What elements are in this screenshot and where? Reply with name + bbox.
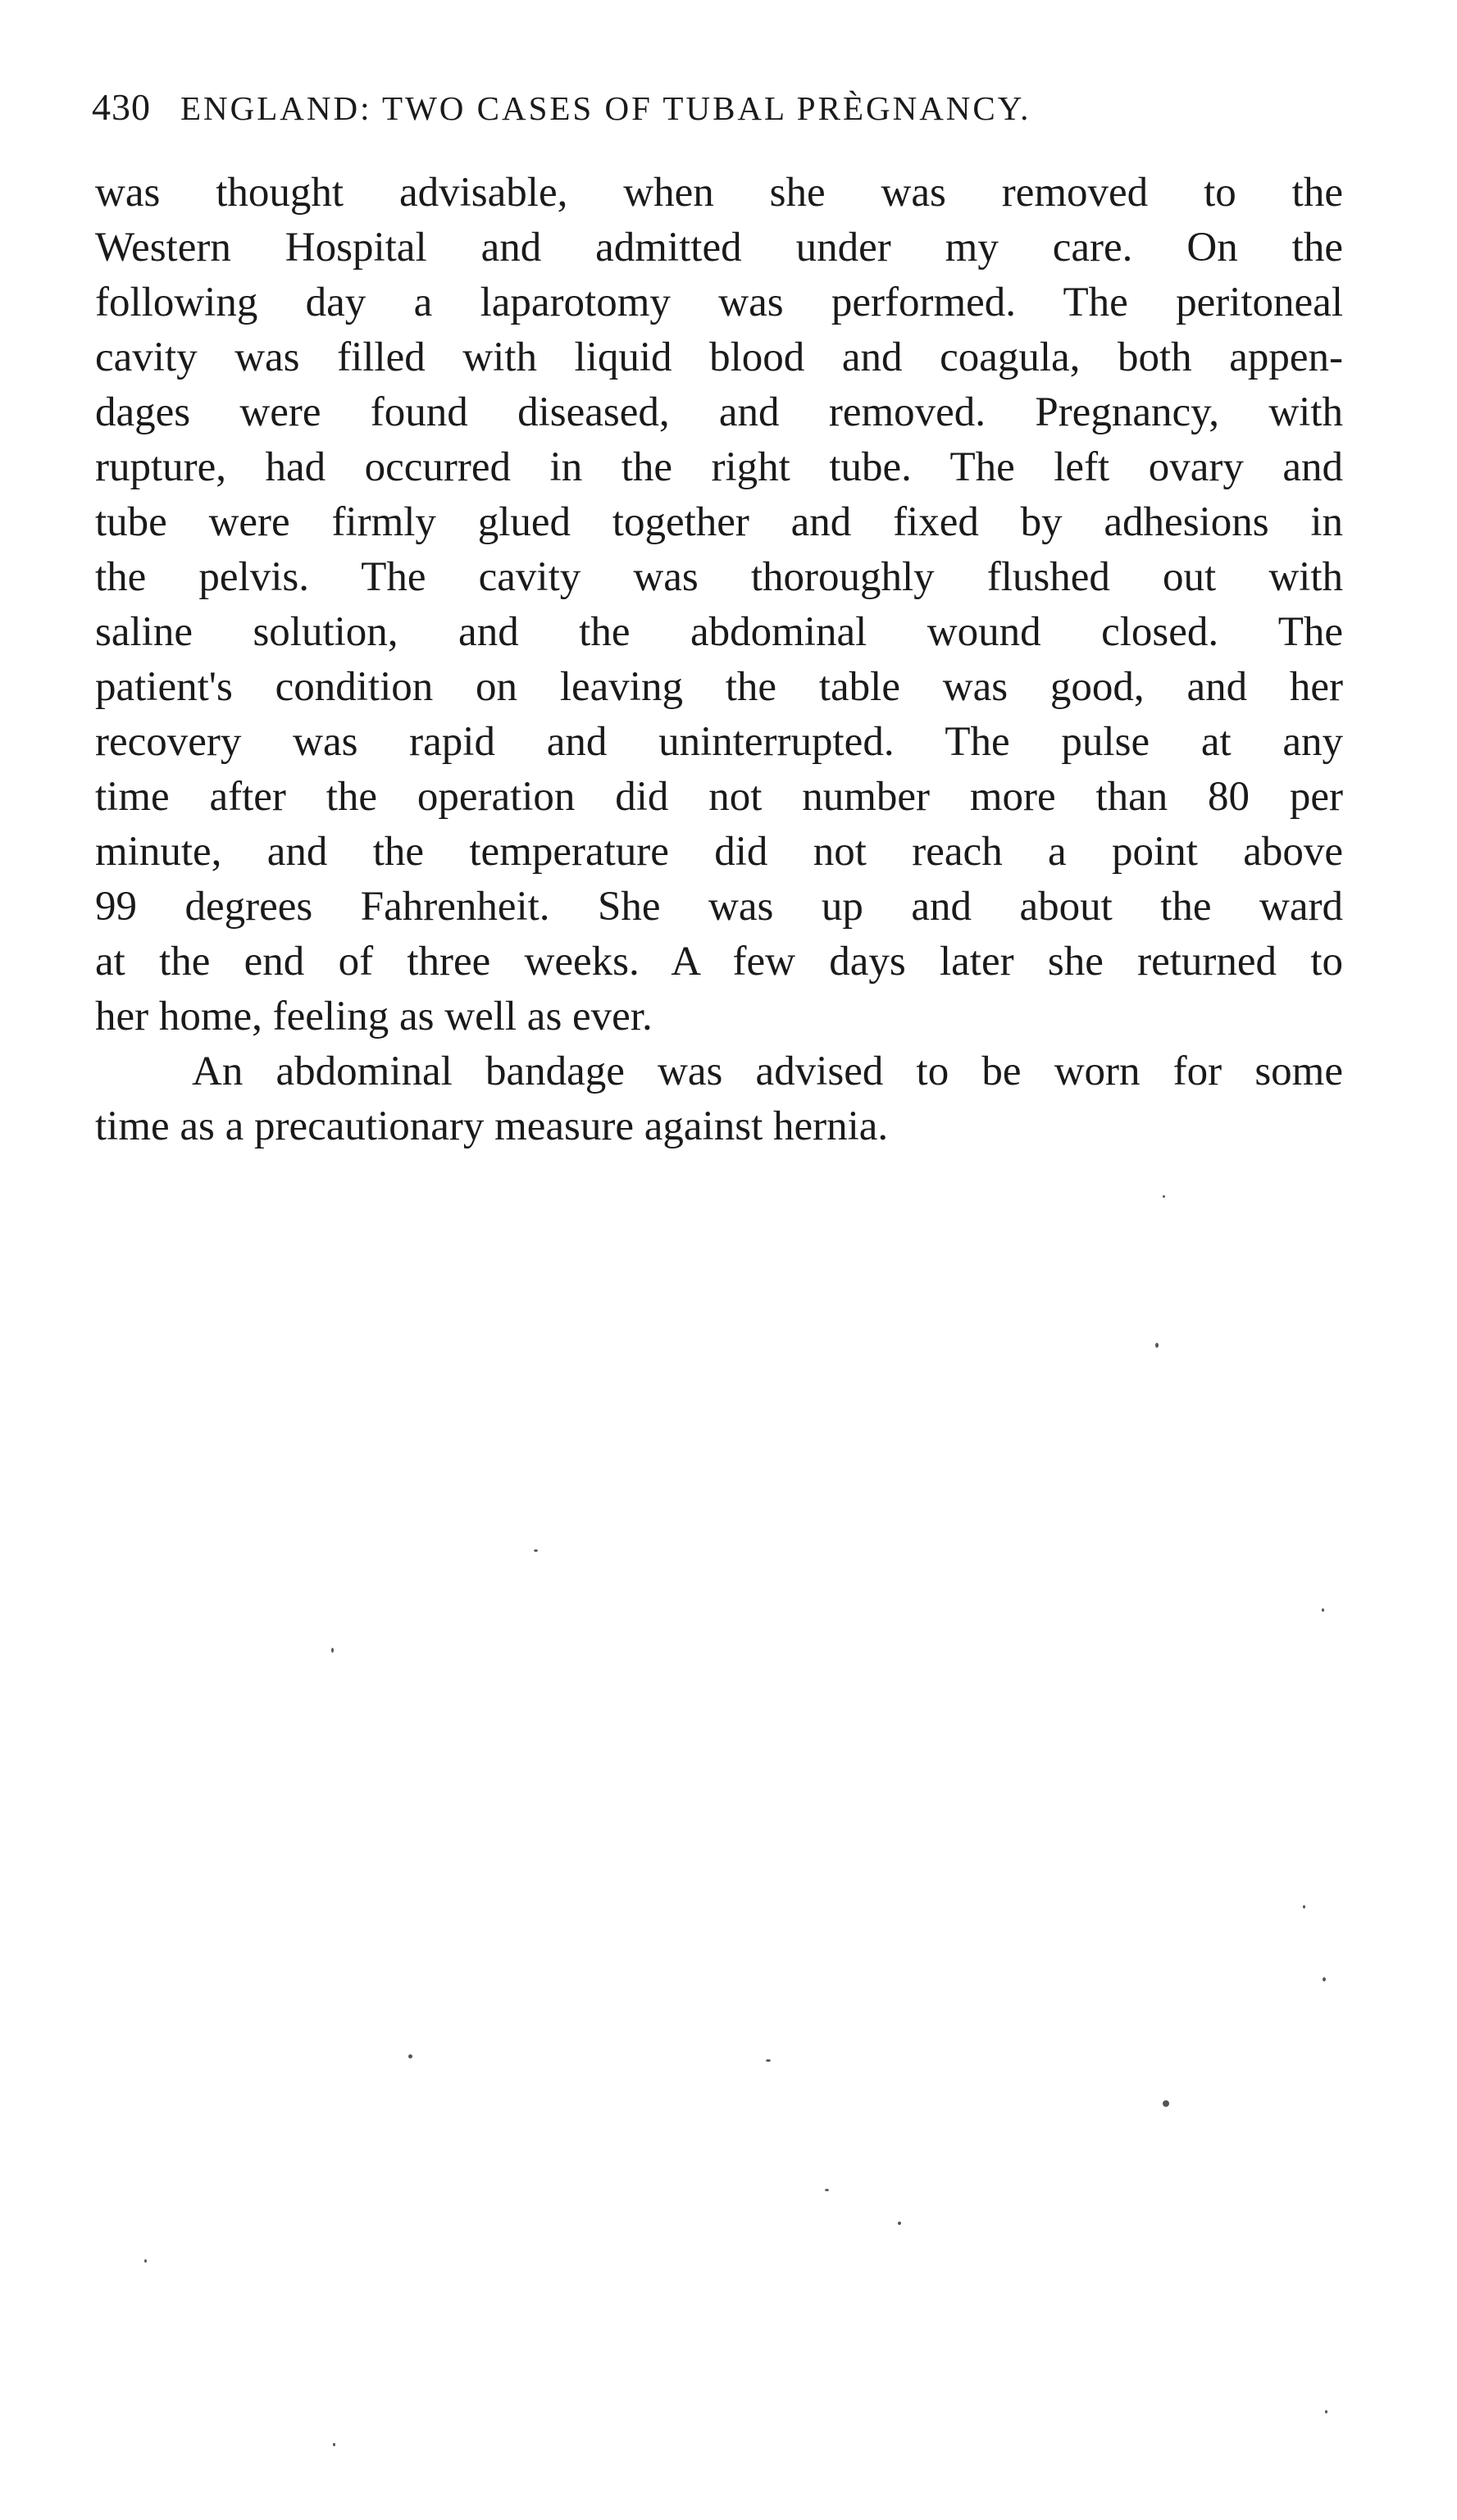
scan-speck bbox=[1163, 1195, 1165, 1198]
text-line: cavity was filled with liquid blood and coagula, both appen- bbox=[95, 334, 1343, 380]
scan-speck bbox=[898, 2222, 901, 2225]
text-line: Western Hospital and admitted under my care. On the bbox=[95, 225, 1343, 271]
text-line: was thought advisable, when she was removed to the bbox=[95, 170, 1343, 216]
scan-speck bbox=[331, 1648, 334, 1653]
text-line: 99 degrees Fahrenheit. She was up and about the ward bbox=[95, 884, 1343, 930]
text-line: her home, feeling as well as ever. bbox=[95, 994, 653, 1039]
text-line: minute, and the temperature did not reach a point above bbox=[95, 829, 1343, 875]
scan-speck bbox=[1155, 1343, 1159, 1348]
paragraph-1 bbox=[95, 166, 1343, 1044]
text-line: at the end of three weeks. A few days later she returned to bbox=[95, 939, 1343, 985]
scan-speck bbox=[1163, 2100, 1169, 2107]
scan-speck bbox=[766, 2059, 771, 2062]
text-line: rupture, had occurred in the right tube. The left ovary and bbox=[95, 444, 1343, 490]
scan-speck bbox=[1303, 1905, 1305, 1908]
text-line: the pelvis. The cavity was thoroughly flushed out with bbox=[95, 554, 1343, 600]
scan-speck bbox=[1323, 1977, 1326, 1981]
text-line: An abdominal bandage was advised to be worn for some bbox=[192, 1048, 1343, 1094]
scan-speck bbox=[1322, 1608, 1324, 1612]
text-line: following day a laparotomy was performed. The peritoneal bbox=[95, 280, 1343, 325]
page-number: 430 bbox=[92, 86, 151, 128]
body-text bbox=[95, 166, 1343, 1154]
text-line: tube were firmly glued together and fixed by adhesions in bbox=[95, 499, 1343, 545]
scan-speck bbox=[1325, 2410, 1327, 2413]
text-line: saline solution, and the abdominal wound closed. The bbox=[95, 609, 1343, 655]
text-line: patient's condition on leaving the table was good, and her bbox=[95, 664, 1343, 710]
paragraph-2 bbox=[95, 1044, 1343, 1154]
text-line: time as a precautionary measure against hernia. bbox=[95, 1103, 889, 1149]
scan-speck bbox=[408, 2054, 412, 2058]
scan-speck bbox=[825, 2189, 829, 2191]
text-line: time after the operation did not number more than 80 per bbox=[95, 774, 1343, 820]
scan-speck bbox=[333, 2443, 335, 2446]
text-line: dages were found diseased, and removed. Pregnancy, with bbox=[95, 389, 1343, 435]
scan-speck bbox=[534, 1549, 538, 1552]
running-header bbox=[92, 85, 1371, 134]
text-line: recovery was rapid and uninterrupted. The pulse at any bbox=[95, 719, 1343, 765]
running-title: ENGLAND: TWO CASES OF TUBAL PRÈGNANCY. bbox=[180, 89, 1031, 127]
scan-speck bbox=[144, 2259, 147, 2263]
